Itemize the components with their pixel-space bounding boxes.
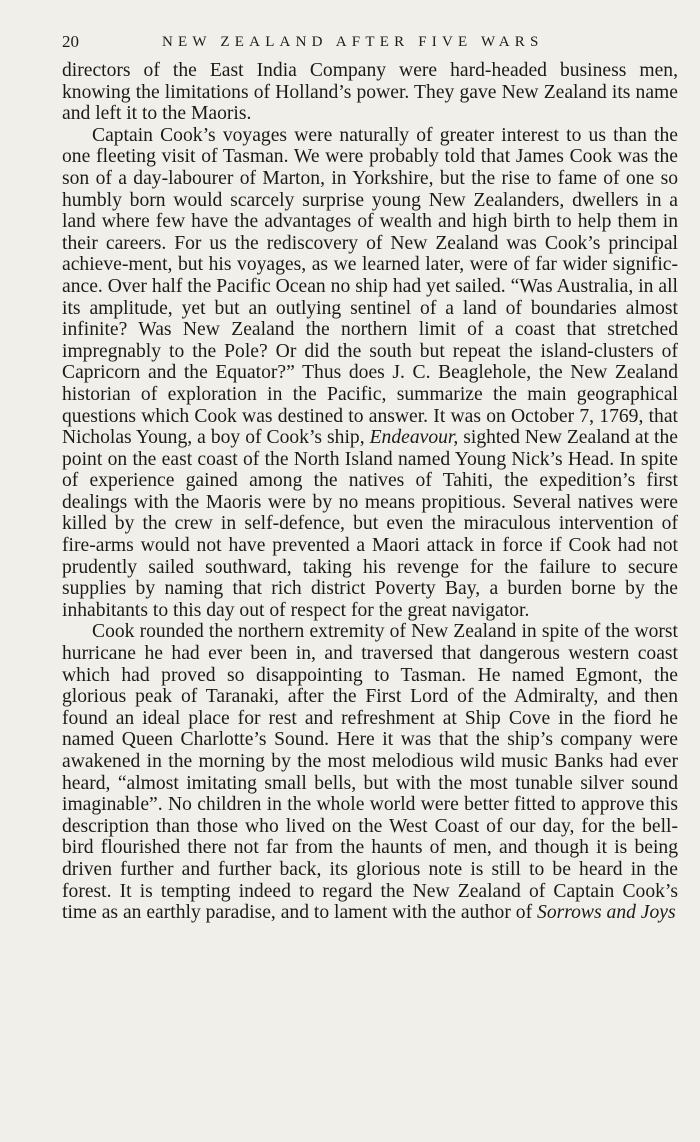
- paragraph-text: sighted New Zealand at the point on the east coast of the North Island named Young Nick’s Head. In spite of experience gained among the natives of Tahiti, the expedition’s first dealings with the Maoris were by no means propitious. Several natives were killed by the crew in self-defence, but even the miraculous intervention of fire-arms would not have prevented a Maori attack in force if Cook had not prudently sailed southward, taking his revenge for the failure to secure supplies by naming that rich district Poverty Bay, a burden borne by the inhabitants to this day out of respect for the great navigator.: [62, 427, 678, 621]
- paragraph-continuation: [62, 60, 678, 125]
- page-number: 20: [62, 32, 79, 51]
- paragraph-text: directors of the East India Company were hard-headed business men, knowing the limitations of Holland’s power. They gave New Zealand its name and left it to the Maoris.: [62, 60, 678, 125]
- paragraph-text: Cook rounded the northern extremity of New Zealand in spite of the worst hurricane he had ever been in, and traversed that dangerous western coast which had proved so disappointing to Tasman. He named Egmont, the glorious peak of Taranaki, after the First Lord of the Admiralty, and then found an ideal place for rest and refreshment at Ship Cove in the fiord he named Queen Charlotte’s Sound. Here it was that the ship’s company were awakened in the morning by the most melodious wild music Banks had ever heard, “almost imitating small bells, but with the most tunable silver sound imaginable”. No children in the whole world were better fitted to approve this description than those who lived on the West Coast of our day, for the bell-bird flourished there not far from the haunts of men, and though it is being driven further and further back, its glorious note is still to be heard in the forest. It is tempting indeed to regard the New Zealand of Captain Cook’s time as an earthly paradise, and to lament with the author of: [62, 621, 678, 924]
- paragraph-cook-voyages: [62, 125, 678, 622]
- running-head: [62, 31, 676, 53]
- paragraph-text: Captain Cook’s voyages were naturally of greater interest to us than the one fleeting visit of Tasman. We were probably told that James Cook was the son of a day-labourer of Marton, in Yorkshire, but the rise to fame of one so humbly born would scarcely surprise young New Zealanders, dwellers in a land where few have the advantages of wealth and high birth to help them in their careers. For us the rediscovery of New Zealand was Cook’s principal achieve-ment, but his voyages, as we learned later, were of far wider signific-ance. Over half the Pacific Ocean no ship had yet sailed. “Was Australia, in all its amplitude, yet but an outlying sentinel of a land of boundaries almost infinite? Was New Zealand the northern limit of a coast that stretched impregnably to the Pole? Or did the south but repeat the island-clusters of Capricorn and the Equator?” Thus does J. C. Beaglehole, the New Zealand historian of exploration in the Pacific, summarize the main geographical questions which Cook was destined to answer. It was on October 7, 1769, that Nicholas Young, a boy of Cook’s ship,: [62, 124, 678, 449]
- running-title: NEW ZEALAND AFTER FIVE WARS: [162, 34, 544, 50]
- body-text: [62, 60, 678, 924]
- book-title: Sorrows and Joys: [537, 902, 676, 924]
- paragraph-northern-extremity: [62, 621, 678, 923]
- ship-name: Endeavour,: [369, 427, 459, 449]
